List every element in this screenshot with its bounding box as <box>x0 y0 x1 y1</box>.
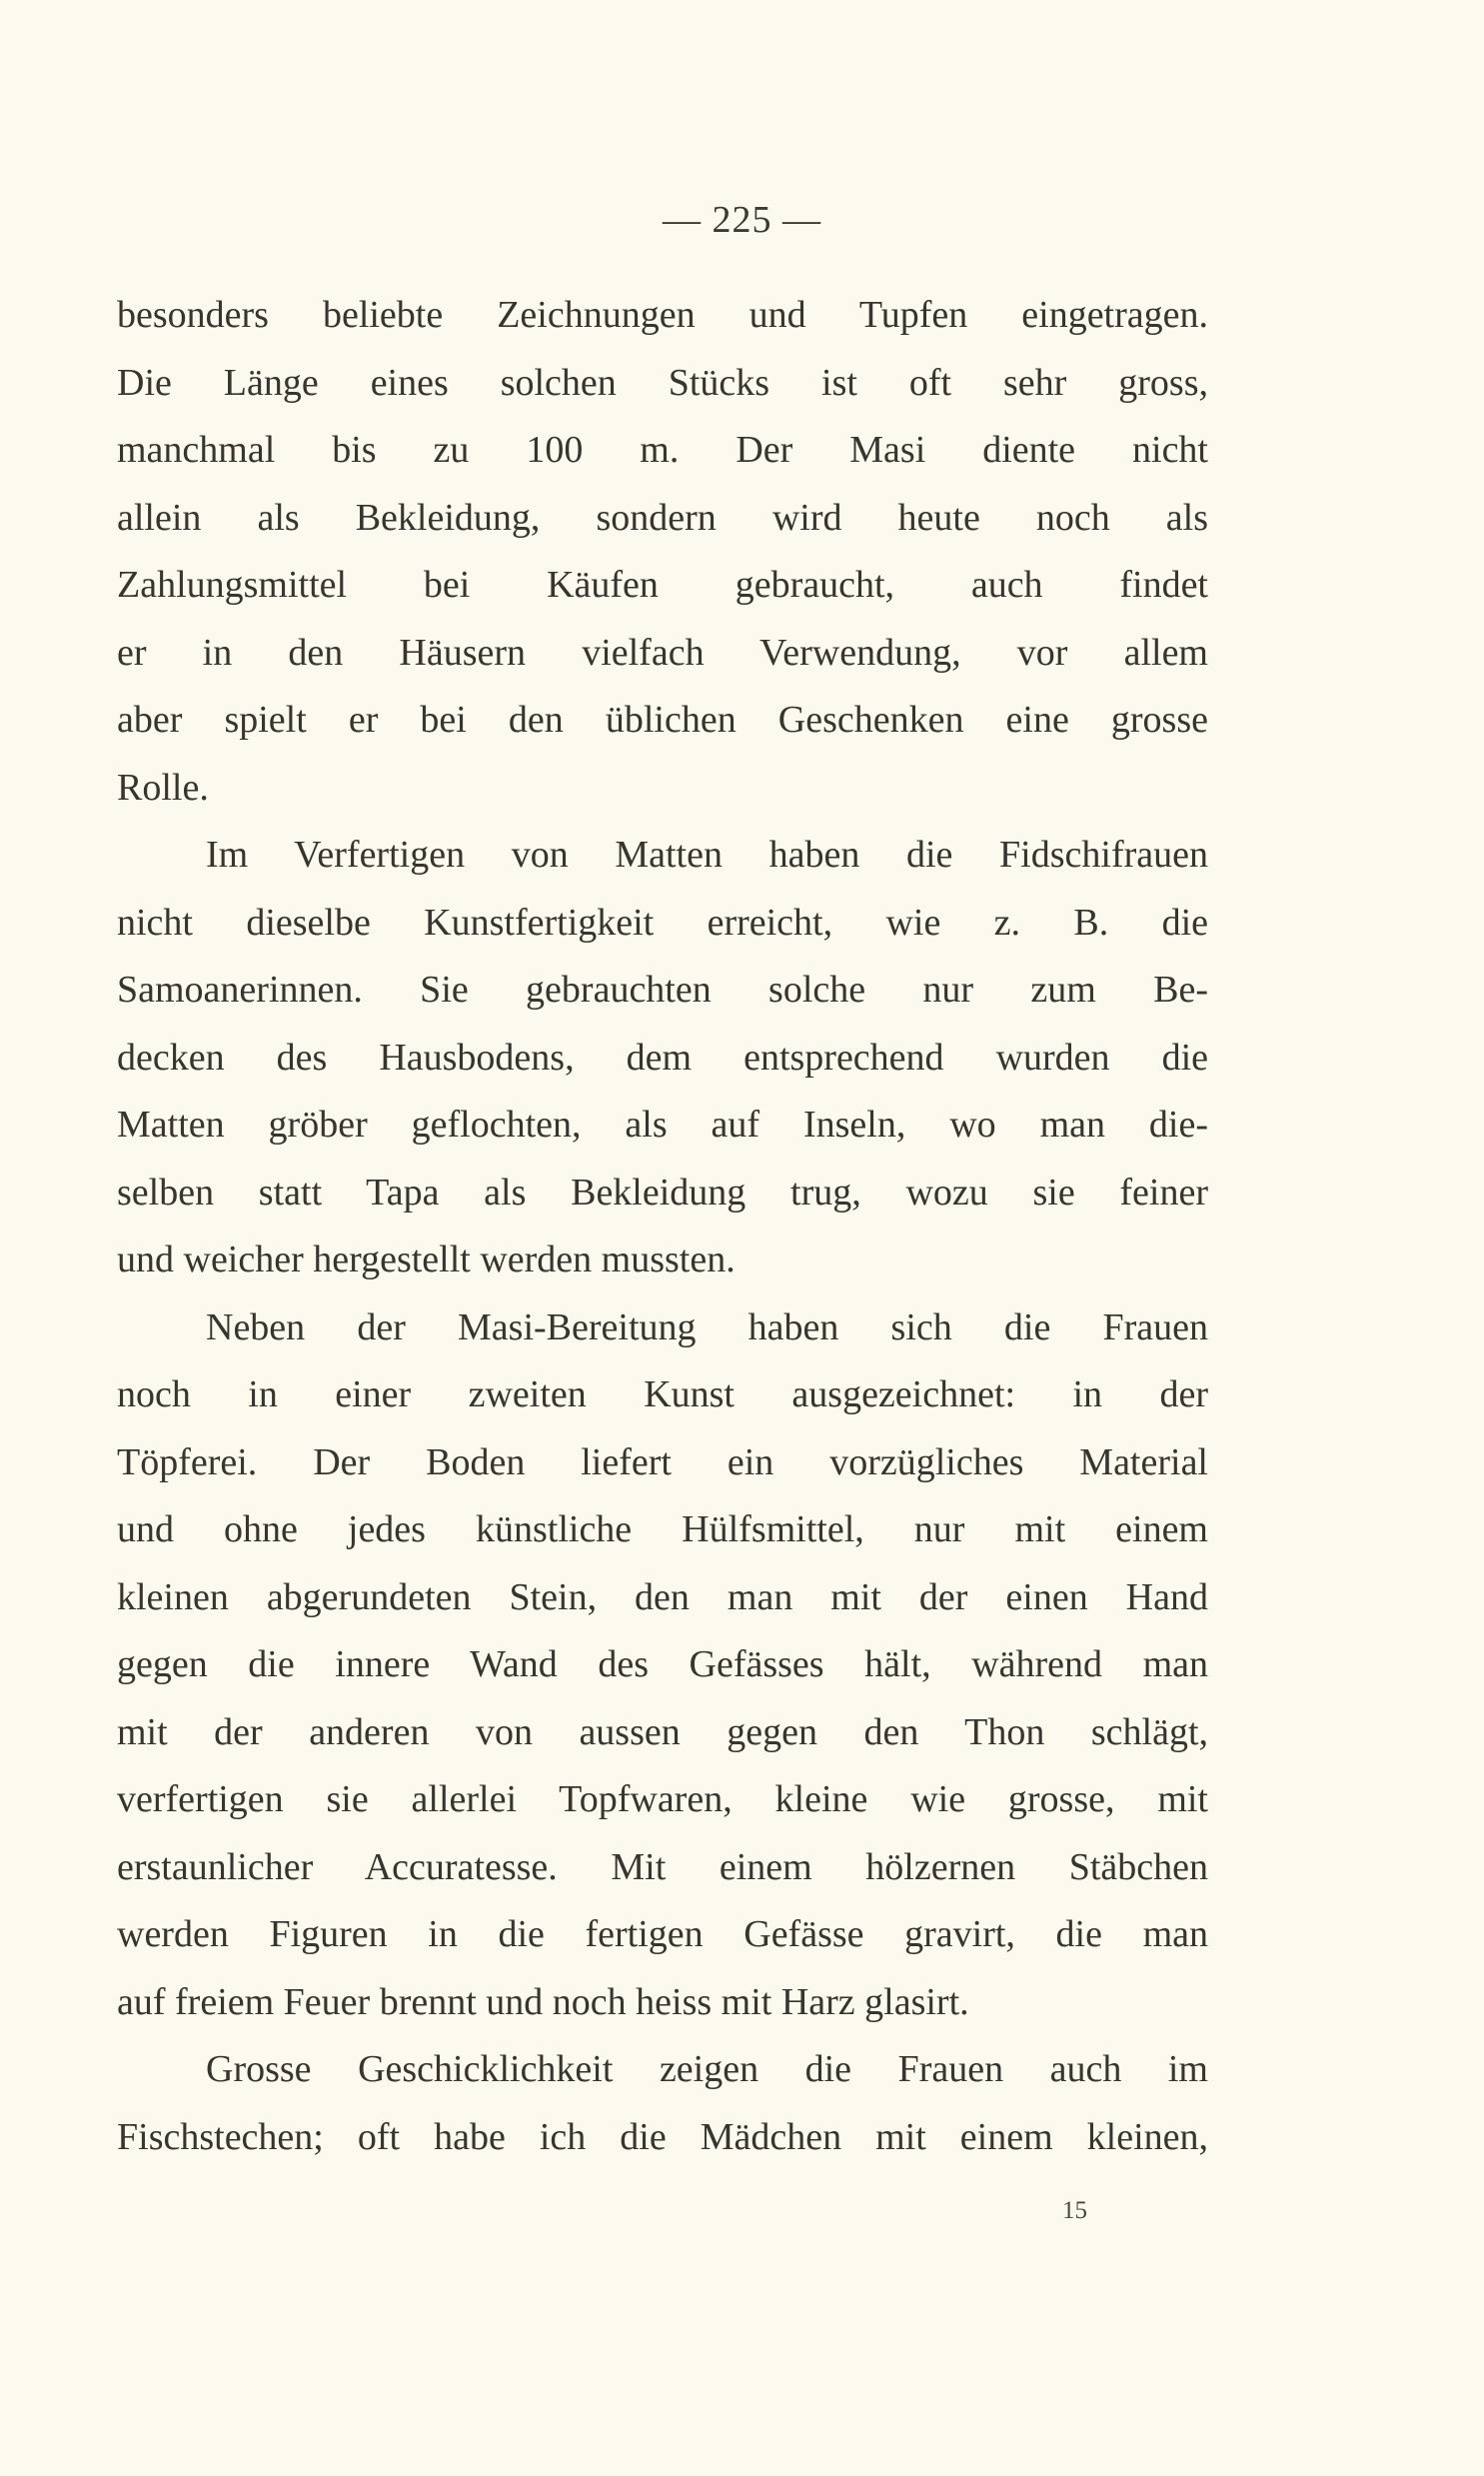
text-line: Die Länge eines solchen Stücks ist oft sehr gross, <box>117 361 1208 404</box>
text-line: Fischstechen; oft habe ich die Mädchen mit einem kleinen, <box>117 2115 1208 2158</box>
text-line: werden Figuren in die fertigen Gefässe gravirt, die man <box>117 1913 1208 1955</box>
text-line: Samoanerinnen. Sie gebrauchten solche nur zum Be- <box>117 969 1208 1011</box>
text-line: besonders beliebte Zeichnungen und Tupfen eingetragen. <box>117 294 1208 336</box>
text-line: Töpferei. Der Boden liefert ein vorzügliches Material <box>117 1440 1208 1483</box>
text-line: Matten gröber geflochten, als auf Inseln, wo man die- <box>117 1104 1208 1146</box>
paragraph-start-line: Neben der Masi-Bereitung haben sich die Frauen <box>206 1305 1208 1348</box>
paragraph-start-line: Grosse Geschicklichkeit zeigen die Frauen auch im <box>206 2048 1208 2090</box>
text-line: verfertigen sie allerlei Topfwaren, kleine wie grosse, mit <box>117 1778 1208 1820</box>
text-line: und weicher hergestellt werden mussten. <box>117 1238 736 1280</box>
text-line: und ohne jedes künstliche Hülfsmittel, nur mit einem <box>117 1508 1208 1550</box>
text-line: erstaunlicher Accuratesse. Mit einem hölzernen Stäbchen <box>117 1845 1208 1888</box>
text-line: allein als Bekleidung, sondern wird heute noch als <box>117 496 1208 539</box>
text-line: selben statt Tapa als Bekleidung trug, wozu sie feiner <box>117 1171 1208 1214</box>
paragraph-start-line: Im Verfertigen von Matten haben die Fidschifrauen <box>206 834 1208 876</box>
text-line: noch in einer zweiten Kunst ausgezeichnet: in der <box>117 1373 1208 1415</box>
text-line: kleinen abgerundeten Stein, den man mit der einen Hand <box>117 1575 1208 1618</box>
text-line: nicht dieselbe Kunstfertigkeit erreicht, wie z. B. die <box>117 901 1208 944</box>
signature-mark: 15 <box>1062 2197 1087 2224</box>
text-line: aber spielt er bei den üblichen Geschenken eine grosse <box>117 699 1208 741</box>
text-line: Rolle. <box>117 766 209 809</box>
text-line: Zahlungsmittel bei Käufen gebraucht, auch findet <box>117 564 1208 606</box>
page-number-header: — 225 — <box>663 199 821 241</box>
body-text <box>117 282 1208 2171</box>
text-line: auf freiem Feuer brennt und noch heiss mit Harz glasirt. <box>117 1980 969 2023</box>
text-line: er in den Häusern vielfach Verwendung, vor allem <box>117 631 1208 674</box>
text-line: gegen die innere Wand des Gefässes hält, während man <box>117 1643 1208 1685</box>
text-line: manchmal bis zu 100 m. Der Masi diente nicht <box>117 429 1208 471</box>
text-line: mit der anderen von aussen gegen den Thon schlägt, <box>117 1710 1208 1753</box>
text-line: decken des Hausbodens, dem entsprechend wurden die <box>117 1036 1208 1079</box>
